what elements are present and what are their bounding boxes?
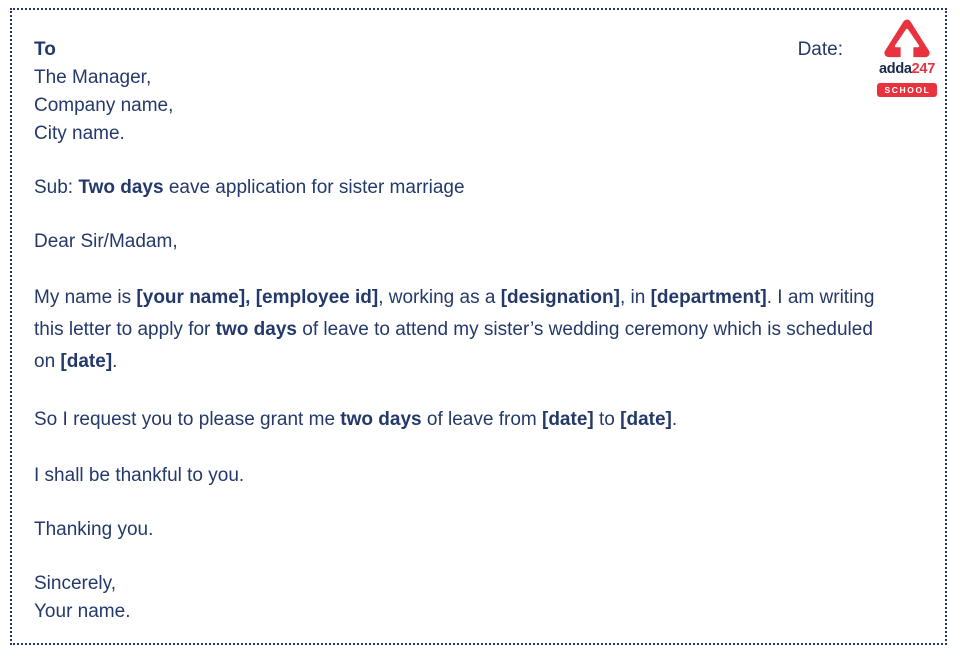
salutation: Dear Sir/Madam, <box>34 231 178 252</box>
subject-line: Sub: Two days eave application for sister marriage <box>34 177 465 198</box>
body-paragraph-2: So I request you to please grant me two days of leave from [date] to [date]. <box>34 409 678 430</box>
logo-brand-text: adda <box>879 61 912 77</box>
address-line: City name. <box>34 123 125 144</box>
logo-suffix-text: 247 <box>911 61 935 77</box>
address-line: Company name, <box>34 95 174 116</box>
letter-sheet <box>10 8 947 645</box>
to-label: To <box>34 39 56 60</box>
date-label: Date: <box>797 39 843 60</box>
thanking-line: Thanking you. <box>34 519 154 540</box>
school-badge: SCHOOL <box>877 83 938 97</box>
thankful-line: I shall be thankful to you. <box>34 465 245 486</box>
closing-line: Sincerely, <box>34 573 117 594</box>
closing-line: Your name. <box>34 601 131 622</box>
logo-wordmark <box>869 61 945 77</box>
up-arrow-icon <box>884 18 930 60</box>
body-paragraph-1: My name is [your name], [employee id], working as a [designation], in [department]. I am writing this letter to apply for two days of leave to attend my sister’s wedding ceremony which is scheduled on [date]. <box>34 287 875 372</box>
address-line: The Manager, <box>34 67 152 88</box>
recipient-address <box>34 36 923 148</box>
closing <box>34 570 923 626</box>
adda247-logo <box>869 18 945 99</box>
